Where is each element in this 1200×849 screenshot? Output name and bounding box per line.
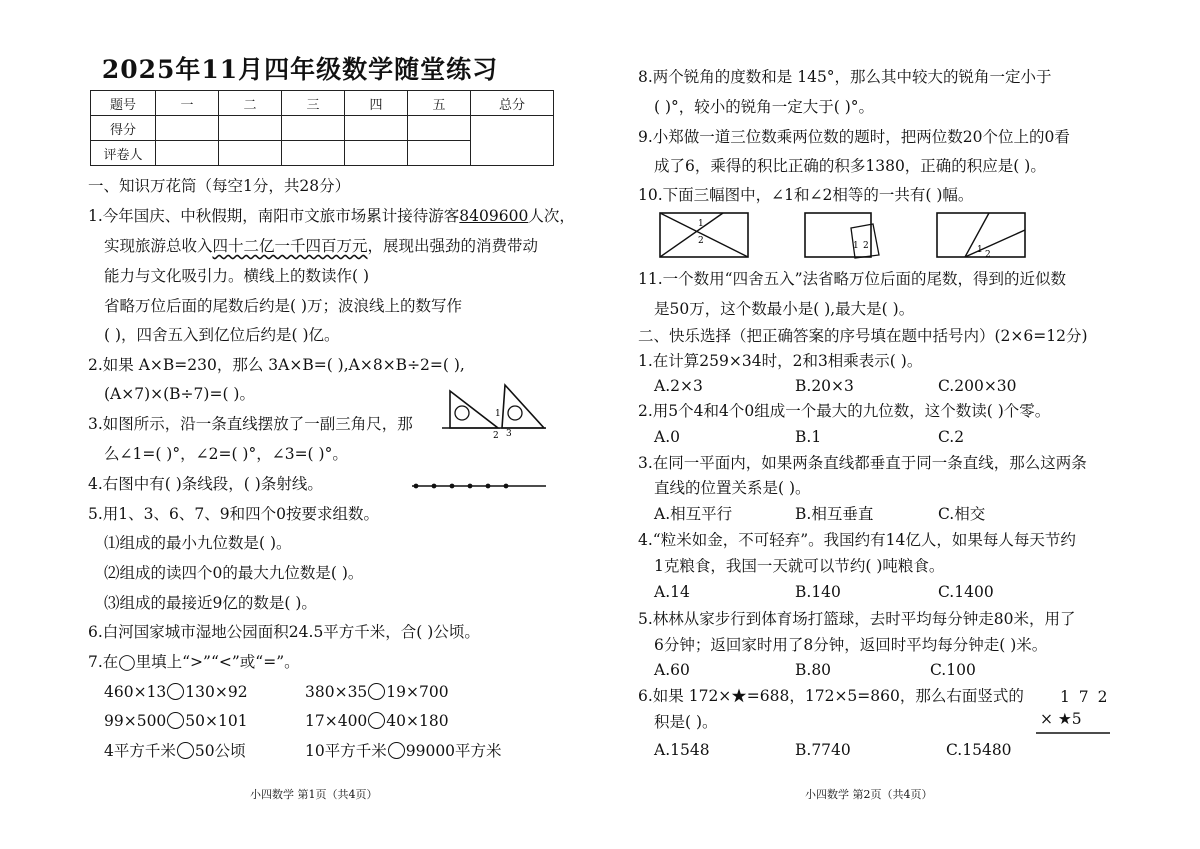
q5-line-4: ⑶组成的最接近9亿的数是( )。 — [104, 594, 317, 612]
page-footer: 小四数学 第1页（共4页） — [250, 788, 378, 801]
choice-4-question: 4.“粒米如金，不可轻弃”。我国约有14亿人，如果每人每天节约 — [638, 531, 1076, 549]
q10-line: 10.下面三幅图中，∠1和∠2相等的一共有( )幅。 — [638, 186, 974, 204]
score-cell[interactable] — [345, 141, 408, 166]
choice-option[interactable]: A.1548 — [654, 741, 710, 759]
choice-option[interactable]: A.14 — [654, 583, 690, 601]
choice-1-question: 1.在计算259×34时，2和3相乘表示( )。 — [638, 352, 923, 370]
segments-rays-figure — [410, 478, 550, 494]
choice-4-question-cont: 1克粮食，我国一天就可以节约( )吨粮食。 — [654, 557, 945, 575]
fig3-angle-2: 2 — [985, 250, 991, 260]
q1-line-1 — [88, 205, 575, 227]
score-header-cell: 四 — [345, 91, 408, 116]
q3-line-2: 么∠1=( )°，∠2=( )°，∠3=( )°。 — [104, 445, 348, 463]
q3-line-1: 3.如图所示，沿一条直线摆放了一副三角尺，那 — [88, 415, 413, 433]
q1-wavy-number: 四十二亿一千四百万元 — [212, 237, 368, 255]
fig1-angle-2: 2 — [698, 236, 704, 246]
compare-item — [305, 710, 449, 732]
angle-3-label: 3 — [506, 429, 512, 439]
score-cell[interactable] — [156, 141, 219, 166]
choice-2-question: 2.用5个4和4个0组成一个最大的九位数，这个数读( )个零。 — [638, 402, 1051, 420]
score-cell[interactable] — [282, 141, 345, 166]
q2-line-2: (A×7)×(B÷7)=( )。 — [104, 385, 255, 403]
score-cell[interactable] — [345, 116, 408, 141]
choice-option[interactable]: B.1 — [795, 428, 822, 446]
angle-figures — [655, 210, 1035, 262]
q8-line-1: 8.两个锐角的度数和是 145°，那么其中较大的锐角一定小于 — [638, 68, 1052, 86]
compare-item — [104, 740, 246, 762]
q1-underlined-number: 8409600 — [459, 207, 529, 225]
score-header-cell: 五 — [408, 91, 471, 116]
choice-option[interactable]: C.相交 — [938, 505, 986, 523]
score-header-cell: 一 — [156, 91, 219, 116]
choice-option[interactable]: C.15480 — [946, 741, 1012, 759]
right-page — [600, 0, 1200, 849]
q2-line-1: 2.如果 A×B=230，那么 3A×B=( ),A×8×B÷2=( ), — [88, 356, 465, 374]
compare-left: 380×35 — [305, 683, 368, 701]
compare-right: 50×101 — [185, 712, 248, 730]
score-cell[interactable] — [282, 116, 345, 141]
score-header-cell: 三 — [282, 91, 345, 116]
choice-6-question-cont: 积是( )。 — [654, 713, 718, 731]
fig2-angle-2: 2 — [863, 241, 869, 251]
choice-option[interactable]: A.2×3 — [654, 377, 703, 395]
choice-option[interactable]: C.2 — [938, 428, 965, 446]
fig3-angle-1: 1 — [977, 245, 983, 255]
compare-circle[interactable] — [177, 742, 194, 759]
q5-line-1: 5.用1、3、6、7、9和四个0按要求组数。 — [88, 505, 379, 523]
compare-left: 99×500 — [104, 712, 167, 730]
score-row-label: 评卷人 — [91, 141, 156, 166]
choice-option[interactable]: B.140 — [795, 583, 841, 601]
score-header-cell: 总分 — [471, 91, 554, 116]
section-1-heading: 一、知识万花筒（每空1分，共28分） — [88, 177, 351, 195]
angle-2-label: 2 — [493, 431, 499, 441]
score-cell[interactable] — [408, 116, 471, 141]
compare-circle[interactable] — [167, 712, 184, 729]
q7-line-1: 7.在◯里填上“>”“<”或“=”。 — [88, 653, 300, 671]
compare-left: 460×13 — [104, 683, 167, 701]
compare-left: 10平方千米 — [305, 742, 387, 760]
compare-right: 40×180 — [386, 712, 449, 730]
compare-circle[interactable] — [368, 712, 385, 729]
score-header-cell: 题号 — [91, 91, 156, 116]
q1-line-5: ( )，四舍五入到亿位后约是( )亿。 — [104, 326, 340, 344]
choice-option[interactable]: B.80 — [795, 661, 832, 679]
triangle-rulers-figure — [440, 383, 550, 443]
compare-item — [305, 740, 502, 762]
q9-line-2: 成了6，乘得的积比正确的积多1380，正确的积应是( )。 — [654, 157, 1046, 175]
score-cell[interactable] — [471, 116, 554, 166]
score-table — [90, 90, 554, 166]
section-2-heading: 二、快乐选择（把正确答案的序号填在题中括号内）(2×6=12分) — [638, 327, 1088, 345]
q1-text: ，展现出强劲的消费带动 — [367, 237, 539, 255]
q9-line-1: 9.小郑做一道三位数乘两位数的题时，把两位数20个位上的0看 — [638, 128, 1070, 146]
compare-right: 19×700 — [386, 683, 449, 701]
compare-right: 130×92 — [185, 683, 248, 701]
compare-item — [305, 681, 449, 703]
fig2-angle-1: 1 — [853, 241, 859, 251]
vertical-calc-line — [1036, 731, 1112, 735]
angle-1-label: 1 — [495, 409, 501, 419]
choice-option[interactable]: C.200×30 — [938, 377, 1017, 395]
score-cell[interactable] — [219, 141, 282, 166]
q5-line-2: ⑴组成的最小九位数是( )。 — [104, 534, 292, 552]
compare-circle[interactable] — [388, 742, 405, 759]
choice-5-question: 5.林林从家步行到体育场打篮球，去时平均每分钟走80米，用了 — [638, 610, 1076, 628]
q1-line-4: 省略万位后面的尾数后约是( )万；波浪线上的数写作 — [104, 297, 463, 315]
choice-option[interactable]: C.100 — [930, 661, 976, 679]
q4-line: 4.右图中有( )条线段，( )条射线。 — [88, 475, 323, 493]
score-cell[interactable] — [219, 116, 282, 141]
choice-option[interactable]: C.1400 — [938, 583, 994, 601]
q5-line-3: ⑵组成的读四个0的最大九位数是( )。 — [104, 564, 364, 582]
score-cell[interactable] — [408, 141, 471, 166]
compare-left: 17×400 — [305, 712, 368, 730]
choice-5-question-cont: 6分钟；返回家时用了8分钟，返回时平均每分钟走( )米。 — [654, 636, 1048, 654]
score-row-label: 得分 — [91, 116, 156, 141]
q1-text: 1.今年国庆、中秋假期，南阳市文旅市场累计接待游客 — [88, 207, 460, 225]
choice-option[interactable]: A.相互平行 — [654, 505, 733, 523]
choice-option[interactable]: A.0 — [654, 428, 680, 446]
compare-item — [104, 710, 248, 732]
score-row — [91, 116, 554, 141]
vertical-calc-bottom: × ★5 — [1040, 710, 1082, 728]
q1-line-3: 能力与文化吸引力。横线上的数读作( ) — [104, 267, 370, 285]
choice-3-question-cont: 直线的位置关系是( )。 — [654, 479, 811, 497]
compare-circle[interactable] — [368, 683, 385, 700]
choice-3-question: 3.在同一平面内，如果两条直线都垂直于同一条直线，那么这两条 — [638, 454, 1087, 472]
compare-right: 99000平方米 — [405, 742, 502, 760]
compare-item — [104, 681, 248, 703]
choice-option[interactable]: B.20×3 — [795, 377, 854, 395]
choice-6-question: 6.如果 172×★=688，172×5=860，那么右面竖式的 — [638, 687, 1024, 705]
q6-line: 6.白河国家城市湿地公园面积24.5平方千米，合( )公顷。 — [88, 623, 480, 641]
fig1-angle-1: 1 — [698, 219, 704, 229]
choice-option[interactable]: B.相互垂直 — [795, 505, 874, 523]
q1-text: 实现旅游总收入 — [104, 237, 213, 255]
page-footer: 小四数学 第2页（共4页） — [805, 788, 933, 801]
compare-right: 50公顷 — [194, 742, 246, 760]
score-header-cell: 二 — [219, 91, 282, 116]
choice-option[interactable]: A.60 — [654, 661, 690, 679]
compare-circle[interactable] — [167, 683, 184, 700]
vertical-calc-top: 1 7 2 — [1060, 688, 1110, 706]
compare-left: 4平方千米 — [104, 742, 176, 760]
choice-option[interactable]: B.7740 — [795, 741, 851, 759]
q8-line-2: ( )°，较小的锐角一定大于( )°。 — [654, 98, 875, 116]
page-title: 2025年11月四年级数学随堂练习 — [101, 55, 499, 84]
q1-line-2 — [104, 235, 538, 257]
score-table-header — [91, 91, 554, 116]
q11-line-1: 11.一个数用“四舍五入”法省略万位后面的尾数，得到的近似数 — [638, 270, 1067, 288]
q11-line-2: 是50万，这个数最小是( ),最大是( )。 — [654, 300, 915, 318]
q1-text: 人次， — [528, 207, 575, 225]
score-cell[interactable] — [156, 116, 219, 141]
